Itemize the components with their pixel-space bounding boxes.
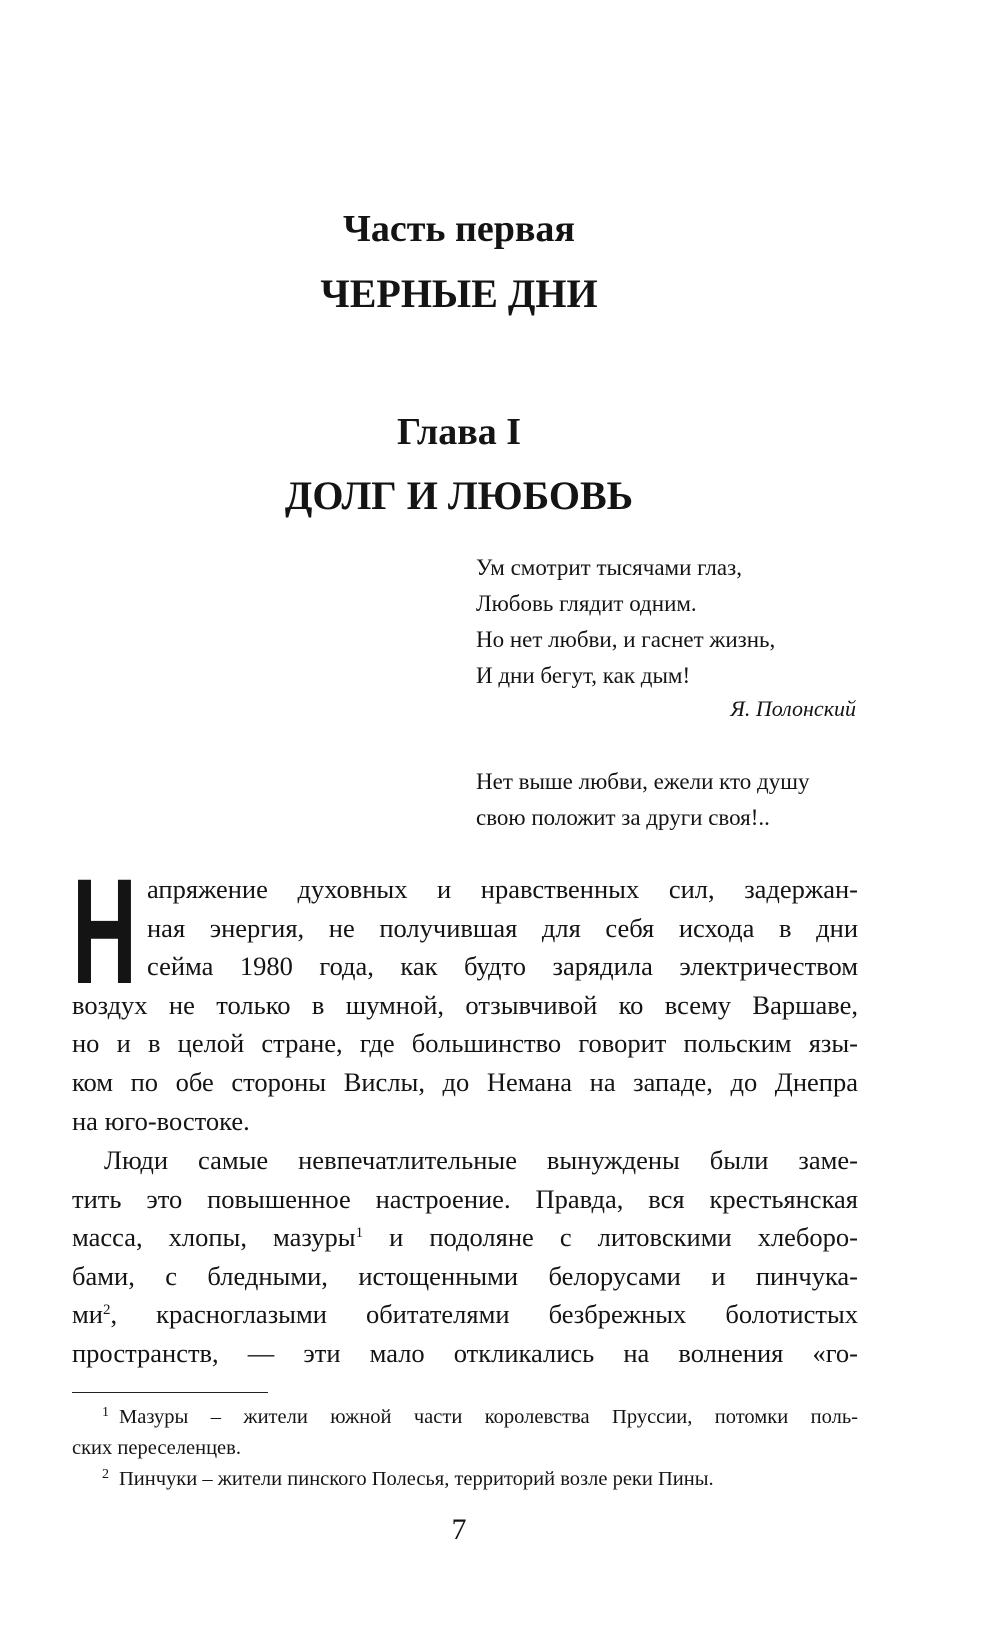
text-line: пространств, — эти мало откликались на волнения «го-: [72, 1337, 858, 1368]
text-line: апряжение духовных и нравственных сил, задержан-: [147, 874, 858, 904]
footnote-1: [72, 1402, 858, 1433]
text-line: [72, 1295, 858, 1334]
epigraph-polonsky: [476, 550, 856, 724]
epigraph-line: Ум смотрит тысячами глаз,: [476, 555, 742, 580]
text-line: на юго-востоке.: [72, 1105, 250, 1136]
footnotes: [72, 1402, 858, 1495]
text-line: сейма 1980 года, как будто зарядила электричеством: [147, 951, 858, 982]
footnote-text: Пинчуки – жители пинского Полесья, территорий возле реки Пины.: [119, 1468, 714, 1490]
text-fragment: ми: [72, 1299, 103, 1330]
text-line: [72, 1218, 858, 1257]
chapter-subtitle: ДОЛГ И ЛЮБОВЬ: [284, 473, 634, 518]
paragraph-2: [72, 1141, 858, 1373]
text-line: бами, с бледными, истощенными белорусами и пинчука-: [72, 1260, 858, 1291]
footnote-ref-2[interactable]: 2: [102, 1302, 111, 1319]
part-subtitle: ЧЕРНЫЕ ДНИ: [320, 271, 598, 316]
text-line: ком по обе стороны Вислы, до Немана на западе, до Днепра: [72, 1066, 858, 1097]
text-line: тить это повышенное настроение. Правда, вся крестьянская: [72, 1183, 858, 1214]
drop-cap: Н: [72, 847, 137, 1015]
epigraph-line: Любовь глядит одним.: [476, 591, 697, 616]
footnote-divider: [72, 1392, 268, 1393]
epigraph-line: Но нет любви, и гаснет жизнь,: [476, 627, 776, 652]
paragraph-1: [72, 847, 858, 1140]
epigraph-author: Я. Полонский: [730, 696, 856, 721]
footnote-mark: 1: [102, 1405, 109, 1420]
text-line: но и в целой стране, где большинство говорит польским язы-: [72, 1028, 858, 1059]
footnote-mark: 2: [102, 1467, 109, 1482]
text-line: воздух не только в шумной, отзывчивой ко всему Варшаве,: [72, 989, 858, 1020]
epigraph-scripture: [476, 764, 856, 836]
footnote-1-continuation: ских переселенцев.: [72, 1437, 241, 1459]
text-fragment: и подоляне с литовскими хлеборо-: [363, 1222, 858, 1253]
epigraph-line: И дни бегут, как дым!: [476, 663, 691, 688]
footnote-text: Мазуры – жители южной части королевства Пруссии, потомки поль-: [119, 1406, 858, 1428]
footnote-2: [72, 1464, 858, 1495]
page-number: 7: [451, 1513, 467, 1546]
chapter-title: Глава I: [396, 411, 522, 453]
epigraph-line: свою положит за други своя!..: [476, 805, 770, 830]
text-line: ная энергия, не получившая для себя исхода в дни: [147, 912, 858, 943]
text-line: Люди самые невпечатлительные вынуждены были заме-: [104, 1145, 858, 1175]
text-fragment: , красноглазыми обитателями безбрежных болотистых: [110, 1299, 858, 1330]
footnote-ref-1[interactable]: 1: [355, 1225, 364, 1242]
epigraph-line: Нет выше любви, ежели кто душу: [476, 769, 810, 794]
text-fragment: масса, хлопы, мазуры: [72, 1222, 356, 1253]
part-title: Часть первая: [343, 208, 575, 250]
